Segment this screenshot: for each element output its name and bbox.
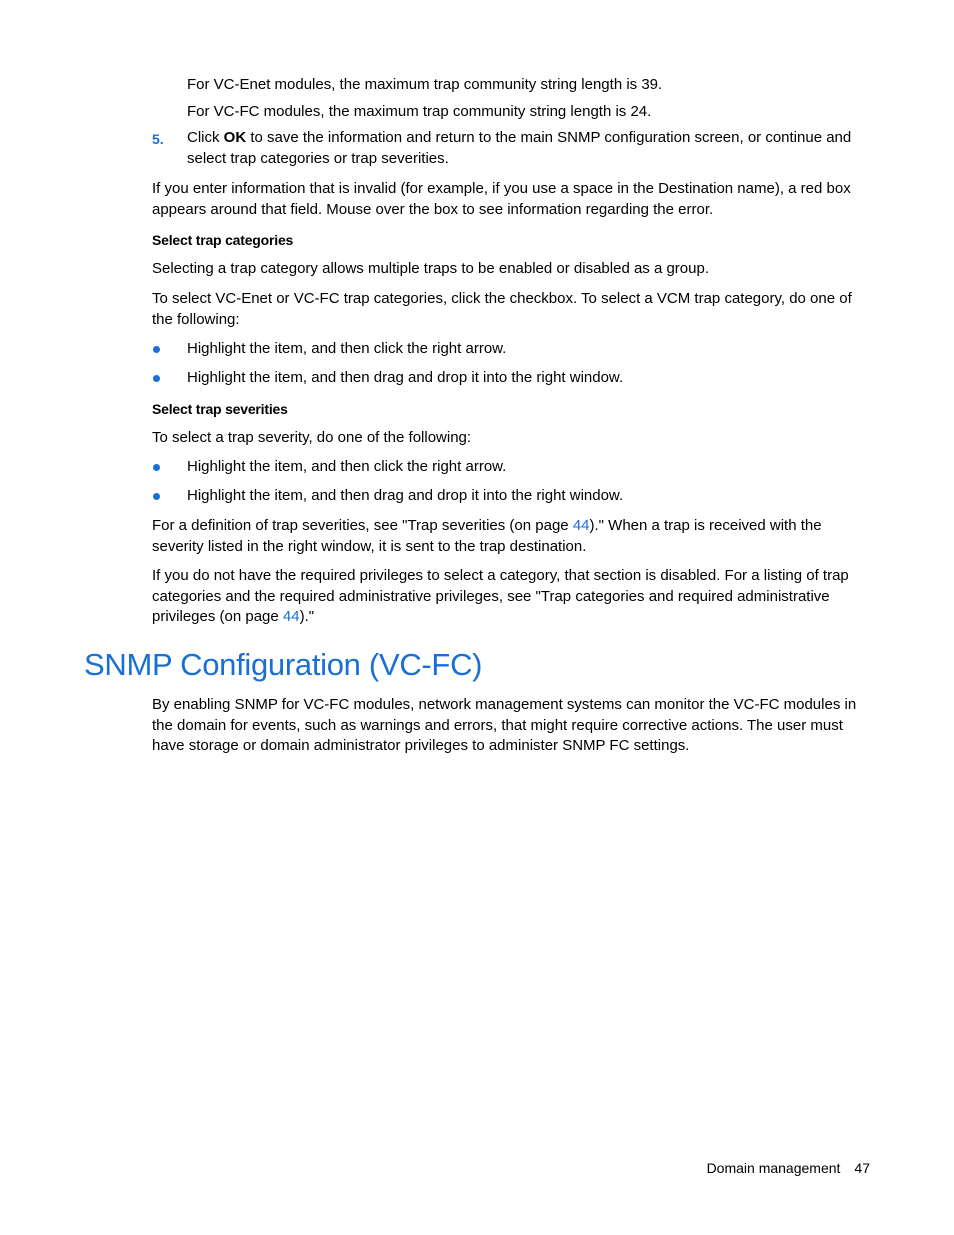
categories-para-1: Selecting a trap category allows multiple traps to be enabled or disabled as a group. — [152, 260, 709, 277]
page-number: 47 — [854, 1160, 870, 1176]
categories-bullet-2: Highlight the item, and then drag and drop it into the right window. — [187, 369, 624, 386]
step-5-text — [187, 128, 872, 169]
page-link-trap-categories[interactable]: 44 — [282, 608, 300, 625]
invalid-info-paragraph: If you enter information that is invalid (for example, if you use a space in the Destination name), a red box appears around that field. Mouse over the box to see information regarding the error. — [152, 180, 851, 218]
severities-def-pre: For a definition of trap severities, see "Trap severities (on page — [152, 517, 573, 534]
section-body: By enabling SNMP for VC-FC modules, network management systems can monitor the VC-FC modules in the domain for events, such as warnings and errors, that might require corrective actions. The user must have storage or domain administrator privileges to administer SNMP FC settings. — [152, 696, 857, 754]
severities-bullet-2: Highlight the item, and then drag and drop it into the right window. — [187, 487, 624, 504]
severities-para-1: To select a trap severity, do one of the following: — [152, 429, 472, 446]
bullet-icon — [153, 375, 160, 382]
heading-trap-severities: Select trap severities — [152, 401, 288, 417]
step-number: 5. — [152, 131, 164, 147]
page-link-trap-severities[interactable]: 44 — [572, 517, 590, 534]
ok-label: OK — [223, 129, 247, 146]
bullet-icon — [153, 346, 160, 353]
bullet-icon — [153, 493, 160, 500]
privileges-pre: If you do not have the required privileges to select a category, that section is disabled. For a listing of trap categories and the required administrative privileges, see "Trap categories and required administrative privileges (on page — [152, 567, 849, 625]
heading-trap-categories: Select trap categories — [152, 232, 294, 248]
fc-note: For VC-FC modules, the maximum trap community string length is 24. — [187, 103, 652, 120]
severities-definition — [152, 516, 872, 557]
step-5-post: to save the information and return to the main SNMP configuration screen, or continue and select trap categories or trap severities. — [187, 129, 852, 167]
severities-bullet-1: Highlight the item, and then click the right arrow. — [187, 458, 507, 475]
step-5-pre: Click — [187, 129, 224, 146]
privileges-post: )." — [299, 608, 315, 625]
privileges-paragraph — [152, 566, 872, 628]
footer-chapter: Domain management — [706, 1160, 841, 1176]
severities-def-post: )." When a trap is received with the severity listed in the right window, it is sent to the trap destination. — [152, 517, 822, 555]
page-footer — [707, 1158, 870, 1179]
section-title: SNMP Configuration (VC-FC) — [84, 647, 483, 682]
enet-note: For VC-Enet modules, the maximum trap community string length is 39. — [187, 76, 663, 93]
bullet-icon — [153, 464, 160, 471]
categories-para-2: To select VC-Enet or VC-FC trap categories, click the checkbox. To select a VCM trap category, do one of the following: — [152, 290, 852, 328]
categories-bullet-1: Highlight the item, and then click the right arrow. — [187, 340, 507, 357]
